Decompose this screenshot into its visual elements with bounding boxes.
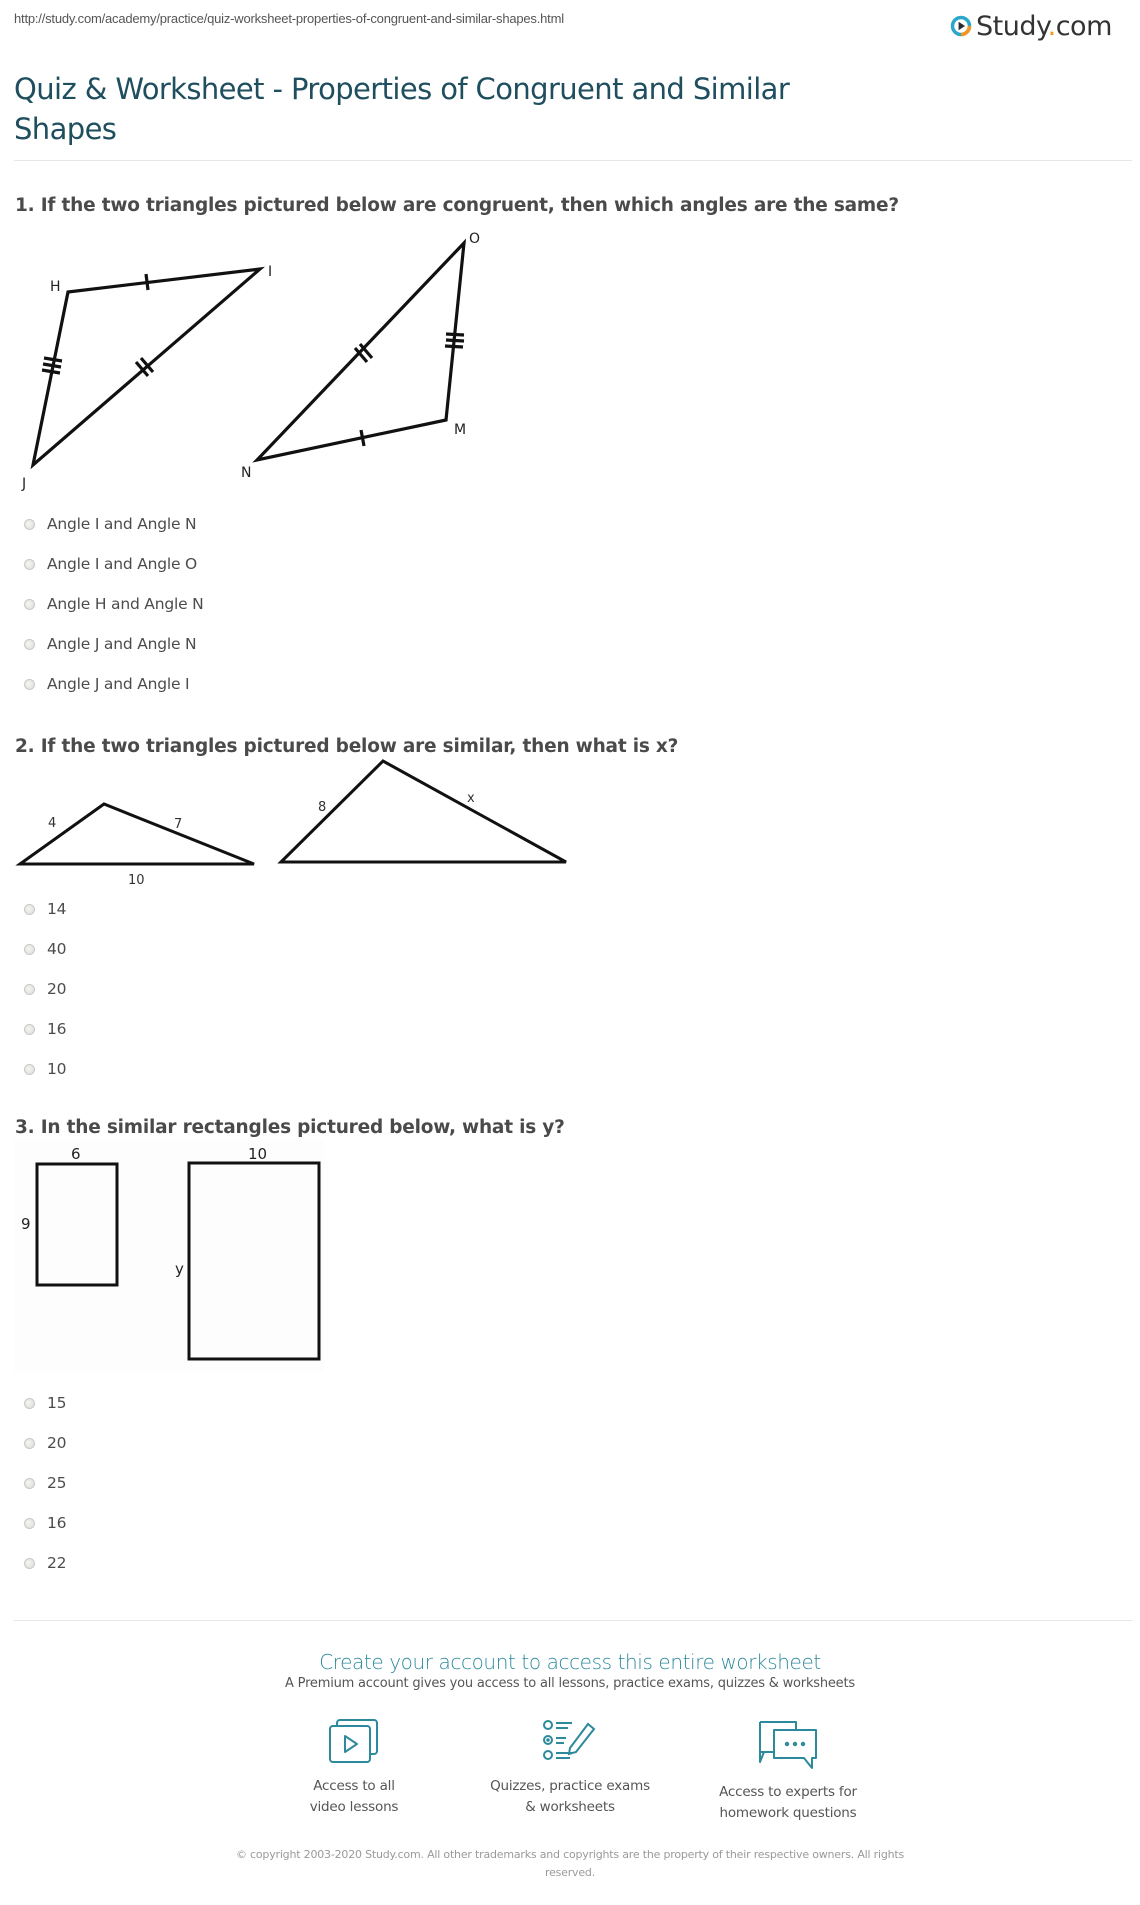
radio-button[interactable] (24, 1438, 35, 1449)
label-n: N (241, 465, 252, 481)
question-1-text: 1. If the two triangles pictured below are congruent, then which angles are the same? (15, 195, 899, 216)
small-width-label: 6 (71, 1145, 81, 1163)
study-com-logo[interactable] (950, 9, 1112, 43)
q1-option-3[interactable]: Angle H and Angle N (24, 592, 204, 616)
radio-button[interactable] (24, 1478, 35, 1489)
radio-button[interactable] (24, 639, 35, 650)
page-title: Quiz & Worksheet - Properties of Congruent and Similar Shapes (14, 72, 790, 146)
quiz-checklist-icon (542, 1718, 598, 1764)
label-o: O (469, 231, 481, 247)
cta-title-link[interactable]: Create your account to access this entire worksheet (319, 1650, 821, 1674)
copyright-text: © copyright 2003-2020 Study.com. All other trademarks and copyrights are the property of their respective owners. All rights reserved. (235, 1848, 905, 1879)
question-2-text: 2. If the two triangles pictured below are similar, then what is x? (15, 736, 679, 757)
video-lessons-icon (328, 1718, 380, 1764)
q2-option-2[interactable]: 40 (24, 937, 66, 961)
radio-button[interactable] (24, 559, 35, 570)
label-i: I (268, 264, 273, 280)
label-m: M (454, 422, 467, 438)
q1-option-4[interactable]: Angle J and Angle N (24, 632, 196, 656)
question-2-figure (0, 755, 580, 890)
radio-button[interactable] (24, 1024, 35, 1035)
large-left-side-label: 8 (318, 800, 327, 815)
logo-text: Study.com (976, 10, 1112, 42)
radio-button[interactable] (24, 599, 35, 610)
small-right-side-label: 7 (174, 817, 183, 832)
radio-button[interactable] (24, 984, 35, 995)
q3-option-4[interactable]: 16 (24, 1511, 66, 1535)
feature-video-lessons: Access to all video lessons (244, 1718, 464, 1818)
q3-option-1[interactable]: 15 (24, 1391, 66, 1415)
chat-bubbles-icon (756, 1718, 820, 1770)
play-circle-icon (950, 15, 972, 37)
radio-button[interactable] (24, 944, 35, 955)
small-base-label: 10 (128, 873, 145, 888)
cta-subtitle: A Premium account gives you access to all lessons, practice exams, quizzes & worksheets (285, 1676, 855, 1691)
q1-option-1[interactable]: Angle I and Angle N (24, 512, 196, 536)
q2-option-3[interactable]: 20 (24, 977, 66, 1001)
radio-button[interactable] (24, 519, 35, 530)
large-height-label: y (175, 1260, 184, 1278)
small-left-side-label: 4 (48, 816, 57, 831)
feature-quizzes: Quizzes, practice exams & worksheets (460, 1718, 680, 1818)
radio-button[interactable] (24, 1064, 35, 1075)
large-right-side-label: x (467, 791, 475, 806)
q3-option-3[interactable]: 25 (24, 1471, 66, 1495)
page-url: http://study.com/academy/practice/quiz-worksheet-properties-of-congruent-and-similar-shapes.html (14, 11, 564, 26)
q3-option-5[interactable]: 22 (24, 1551, 66, 1575)
question-1-figure (0, 225, 520, 500)
q2-option-1[interactable]: 14 (24, 897, 66, 921)
large-width-label: 10 (248, 1145, 268, 1163)
cta-divider (14, 1620, 1132, 1621)
question-3-text: 3. In the similar rectangles pictured below, what is y? (15, 1117, 565, 1138)
radio-button[interactable] (24, 1398, 35, 1409)
q2-option-5[interactable]: 10 (24, 1057, 66, 1081)
radio-button[interactable] (24, 1558, 35, 1569)
small-height-label: 9 (21, 1215, 31, 1233)
feature-experts: Access to experts for homework questions (678, 1718, 898, 1824)
radio-button[interactable] (24, 904, 35, 915)
label-h: H (50, 279, 61, 295)
label-j: J (22, 476, 27, 492)
radio-button[interactable] (24, 679, 35, 690)
question-3-figure (0, 1140, 340, 1372)
q2-option-4[interactable]: 16 (24, 1017, 66, 1041)
q1-option-2[interactable]: Angle I and Angle O (24, 552, 197, 576)
q3-option-2[interactable]: 20 (24, 1431, 66, 1455)
title-divider (14, 160, 1132, 161)
q1-option-5[interactable]: Angle J and Angle I (24, 672, 189, 696)
radio-button[interactable] (24, 1518, 35, 1529)
